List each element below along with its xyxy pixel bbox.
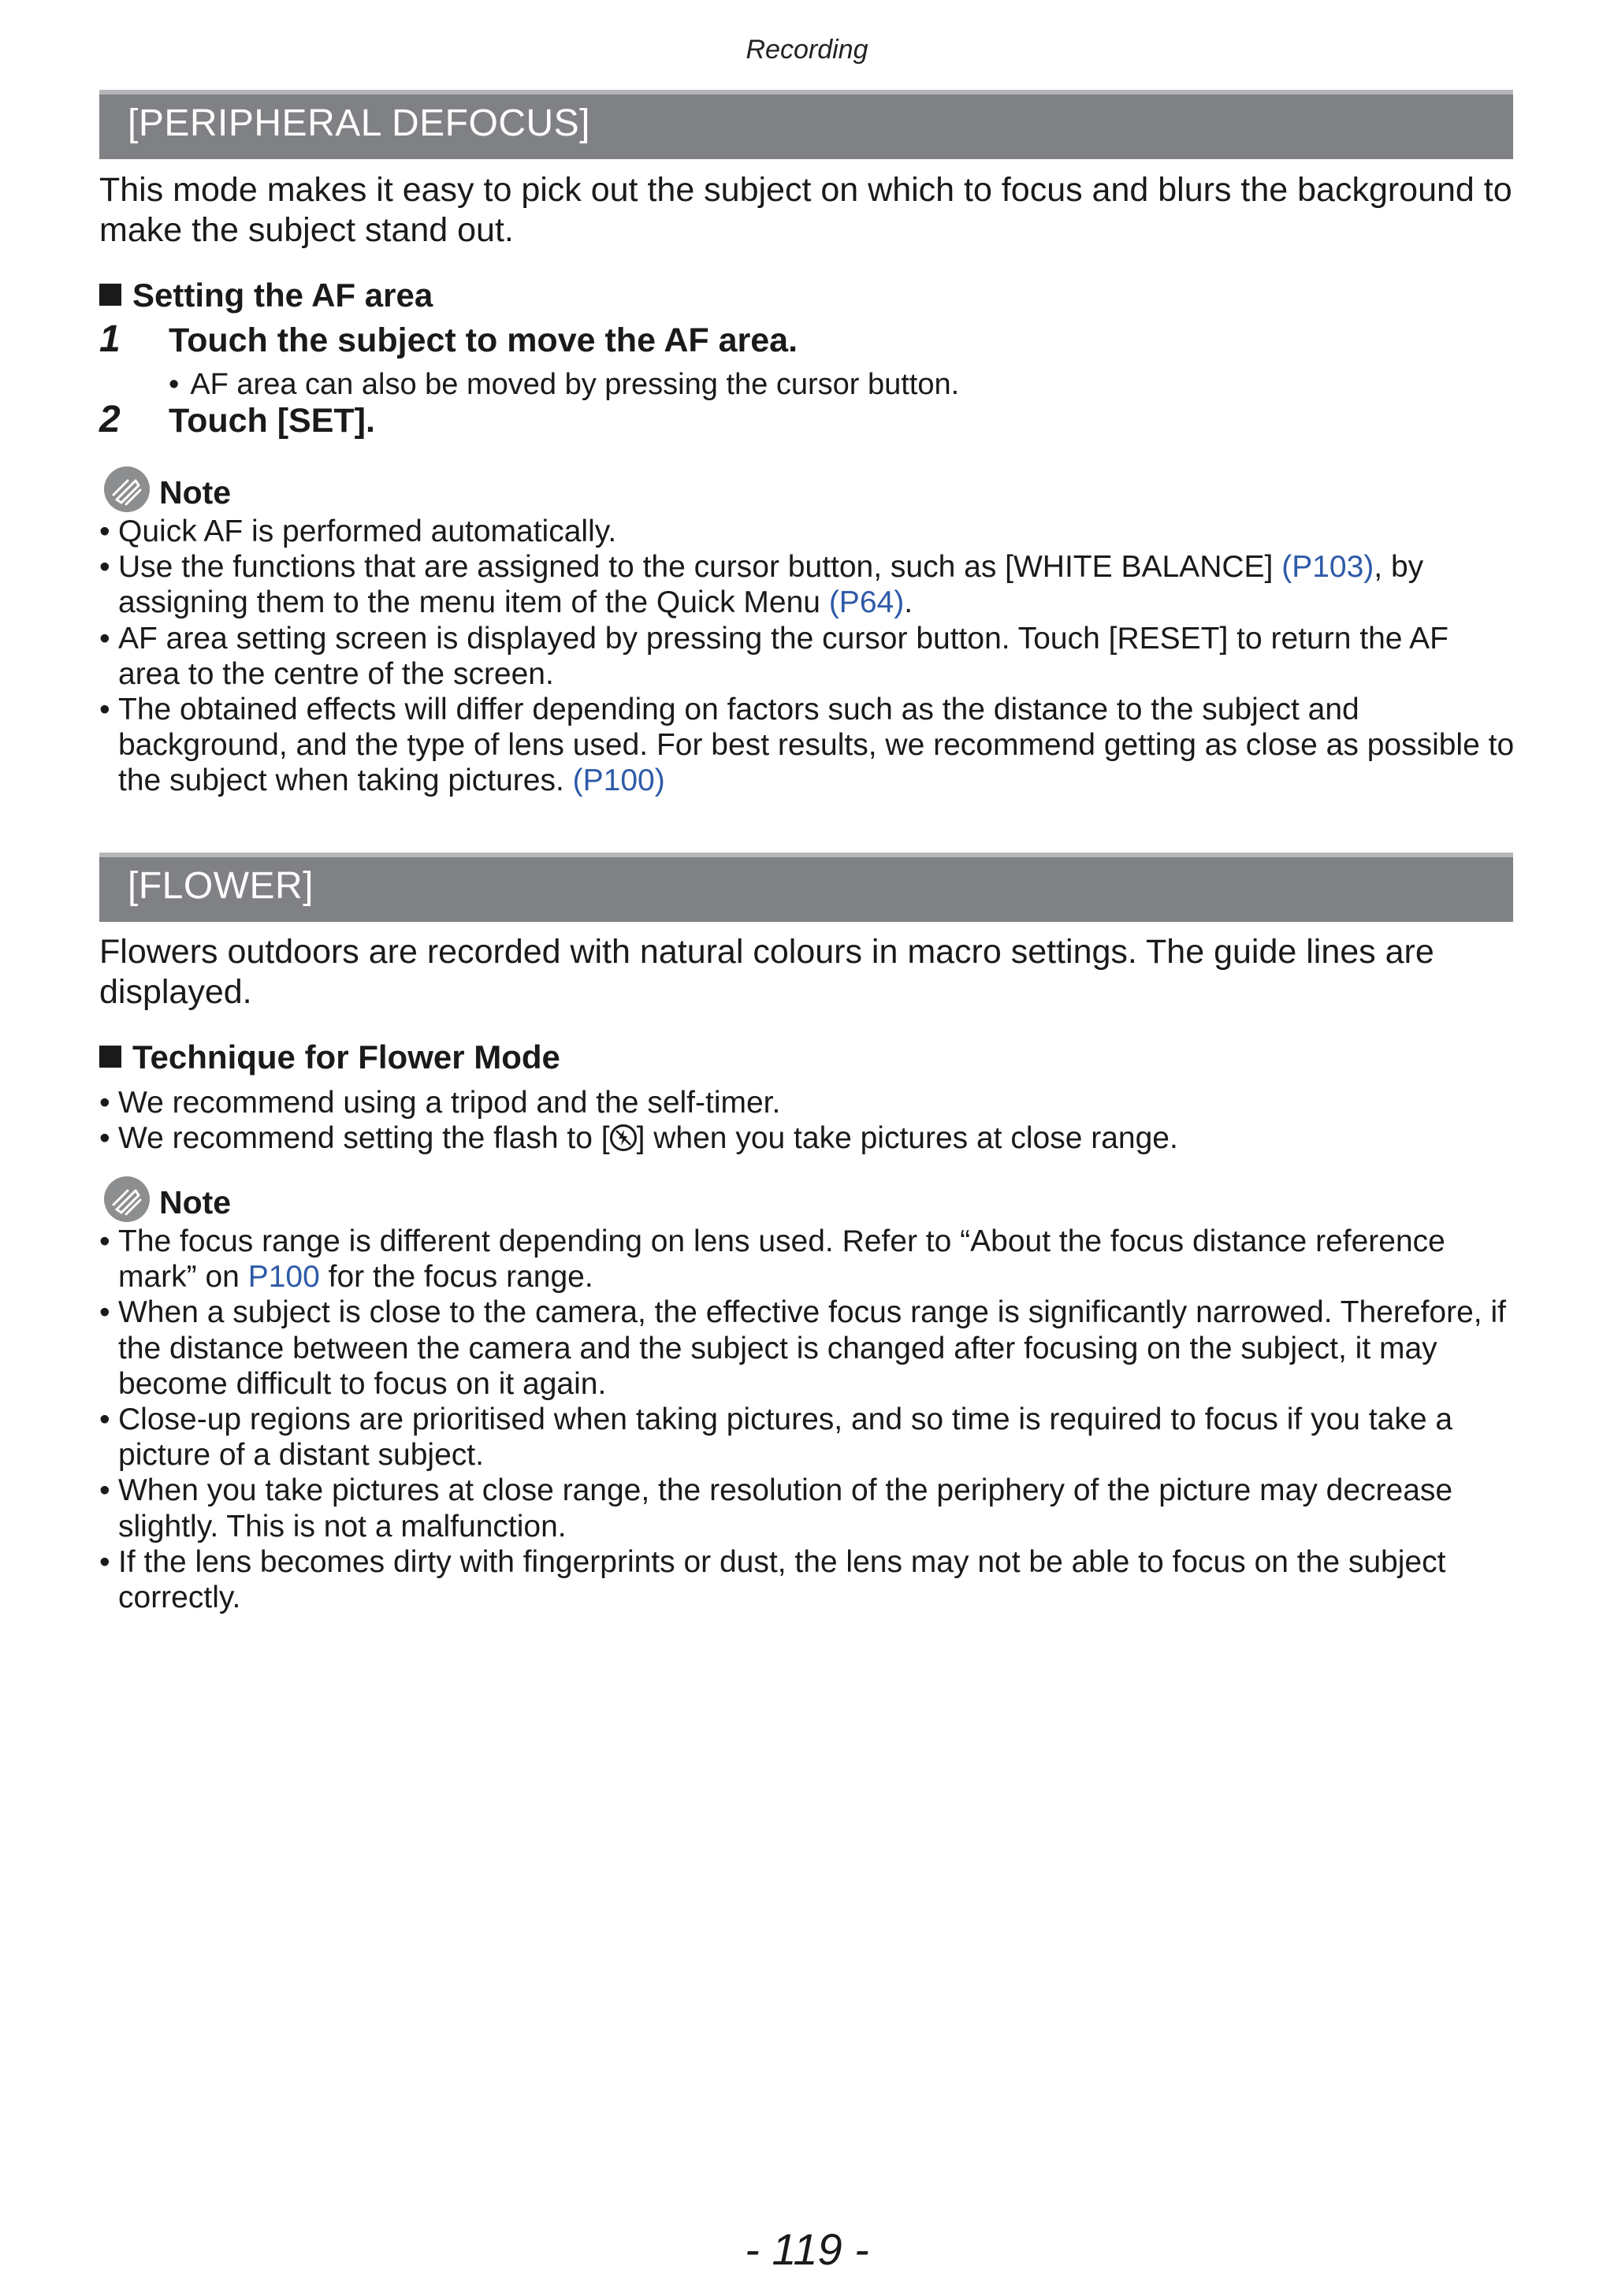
list-item: • Use the functions that are assigned to the cursor button, such as [WHITE BALANCE] (P103), by assigning them to the menu item of the Quick Menu (P64).	[99, 549, 1518, 620]
subheading-technique	[99, 1038, 560, 1076]
list-item: • We recommend using a tripod and the self-timer.	[99, 1085, 1518, 1120]
page-link-p103[interactable]: (P103)	[1281, 550, 1374, 585]
note-list	[99, 514, 1518, 799]
technique-list	[99, 1085, 1518, 1156]
pencil-note-icon	[104, 466, 150, 512]
page-header-label: Recording	[746, 35, 868, 65]
intro-paragraph: Flowers outdoors are recorded with natural colours in macro settings. The guide lines are displayed.	[99, 933, 1434, 1011]
note-list	[99, 1224, 1518, 1615]
page-link-p100[interactable]: (P100)	[572, 763, 665, 798]
section-title: [FLOWER]	[128, 865, 314, 907]
subheading-text: Technique for Flower Mode	[132, 1038, 560, 1076]
list-item: • We recommend setting the flash to [ ] when you take pictures at close range.	[99, 1120, 1518, 1156]
step-sub-bullet: • AF area can also be moved by pressing the cursor button.	[169, 368, 960, 401]
list-item: • Quick AF is performed automatically.	[99, 514, 1518, 549]
step-number: 2	[99, 399, 121, 440]
list-item: • The focus range is different depending on lens used. Refer to “About the focus distance reference mark” on P100 for the focus range.	[99, 1224, 1518, 1295]
list-item: • AF area setting screen is displayed by pressing the cursor button. Touch [RESET] to return the AF area to the centre of the screen.	[99, 621, 1518, 692]
step-sub-text: AF area can also be moved by pressing the cursor button.	[190, 368, 960, 401]
section-title: [PERIPHERAL DEFOCUS]	[128, 102, 591, 144]
step-text: Touch the subject to move the AF area.	[169, 321, 798, 359]
note-label: Note	[159, 474, 232, 511]
page-link-p100[interactable]: P100	[247, 1260, 320, 1295]
step-text: Touch [SET].	[169, 402, 375, 440]
section-bar-flower	[99, 853, 1513, 922]
subheading-setting-af-area	[99, 277, 433, 314]
page-number: - 119 -	[745, 2224, 869, 2274]
step-number: 1	[99, 318, 121, 360]
note-label: Note	[159, 1184, 232, 1220]
list-item: • When you take pictures at close range, the resolution of the periphery of the picture may decrease slightly. This is not a malfunction.	[99, 1473, 1518, 1544]
pencil-note-icon	[104, 1176, 150, 1222]
square-bullet-icon	[99, 1046, 121, 1068]
flash-off-icon	[610, 1124, 637, 1151]
page-link-p64[interactable]: (P64)	[828, 585, 905, 620]
intro-paragraph: This mode makes it easy to pick out the subject on which to focus and blurs the background to make the subject stand out.	[99, 171, 1512, 249]
list-item: • Close-up regions are prioritised when taking pictures, and so time is required to focus if you take a picture of a distant subject.	[99, 1402, 1518, 1473]
list-item: • When a subject is close to the camera, the effective focus range is significantly narrowed. Therefore, if the distance between the camera and the subject is changed after focusing on the subject, it may become difficult to focus on it again.	[99, 1295, 1518, 1402]
square-bullet-icon	[99, 284, 121, 306]
list-item: • The obtained effects will differ depending on factors such as the distance to the subject and background, and the type of lens used. For best results, we recommend getting as close as possible to the subject when taking pictures. (P100)	[99, 692, 1518, 799]
list-item: • If the lens becomes dirty with fingerprints or dust, the lens may not be able to focus on the subject correctly.	[99, 1544, 1518, 1615]
section-bar-peripheral-defocus	[99, 90, 1513, 159]
subheading-text: Setting the AF area	[132, 277, 433, 314]
